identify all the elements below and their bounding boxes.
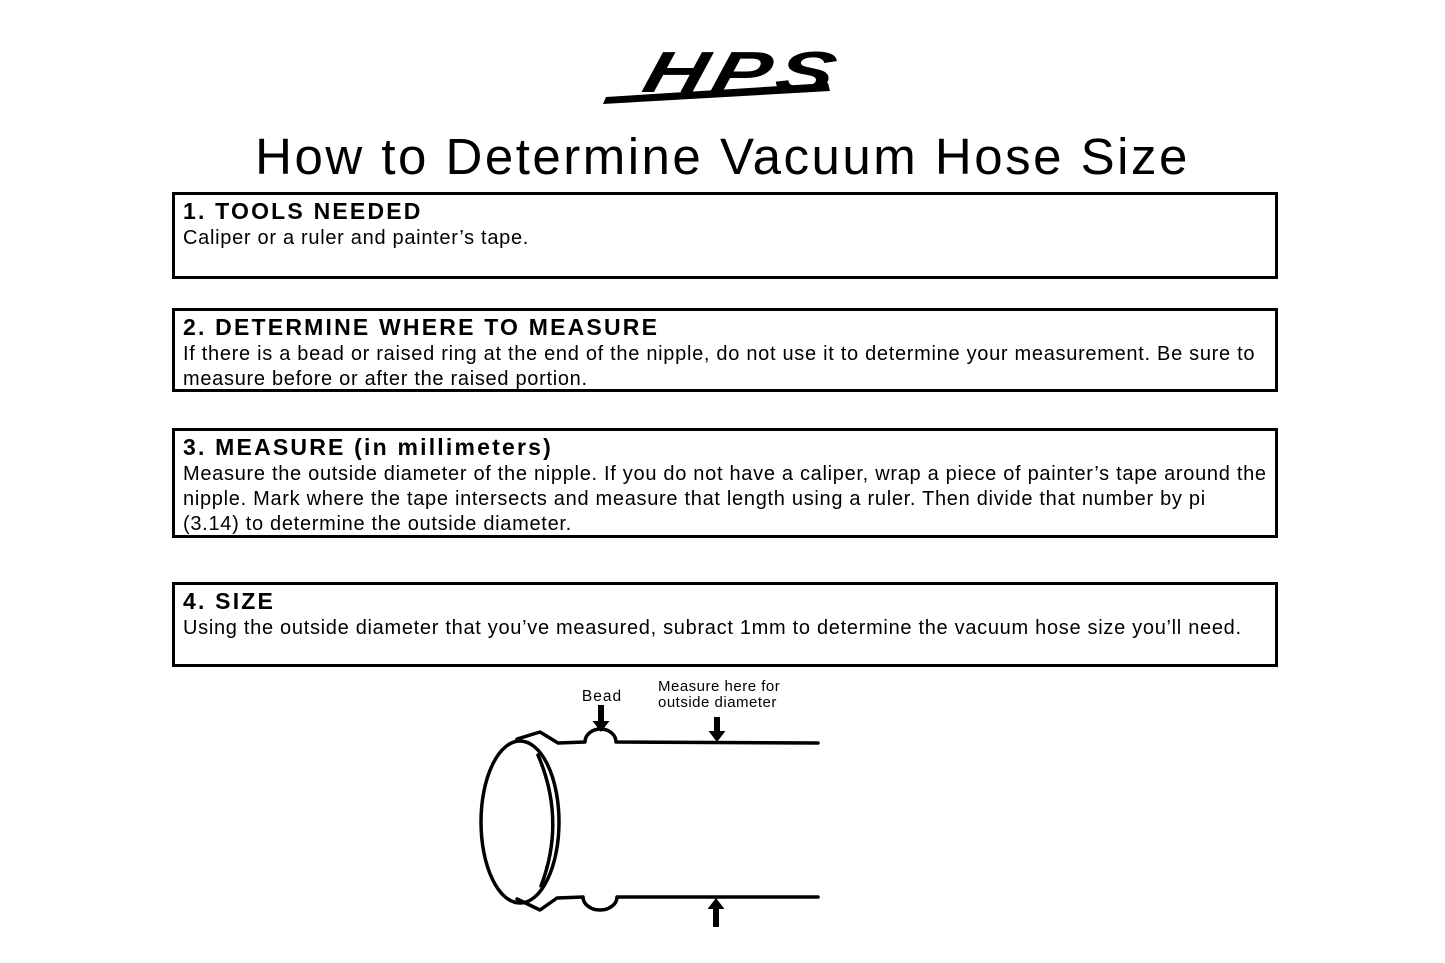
section-body: If there is a bead or raised ring at the end of the nipple, do not use it to determine your measurement. Be sure to measure before or after the raised portion. <box>183 343 1256 390</box>
section-heading: 2. DETERMINE WHERE TO MEASURE <box>183 314 660 340</box>
section-1-tools-needed <box>172 192 1278 279</box>
section-heading: 1. TOOLS NEEDED <box>183 198 423 224</box>
hose-bottom-contour <box>517 897 818 910</box>
hose-nipple-diagram <box>440 673 920 963</box>
section-2-where-to-measure <box>172 308 1278 392</box>
section-body: Measure the outside diameter of the nipple. If you do not have a caliper, wrap a piece of painter’s tape around the nipple. Mark where the tape intersects and measure that length using a ruler. Then divide that number by pi (3.14) to determine the outside diameter. <box>183 463 1267 535</box>
section-heading: 3. MEASURE (in millimeters) <box>183 434 553 460</box>
section-body: Caliper or a ruler and painter’s tape. <box>183 227 530 249</box>
section-heading: 4. SIZE <box>183 588 276 614</box>
hps-logo-graphic <box>603 40 843 106</box>
measure-here-label-line2: outside diameter <box>658 694 777 711</box>
bead-label: Bead <box>581 688 623 705</box>
hps-logo <box>603 40 843 108</box>
hose-end-ellipse <box>481 741 559 903</box>
hose-top-contour <box>517 729 818 743</box>
down-arrow-icon <box>709 717 726 742</box>
hose-diagram-graphic <box>440 673 920 963</box>
measure-here-label-line1: Measure here for <box>658 678 781 695</box>
section-4-size <box>172 582 1278 667</box>
up-arrow-icon <box>708 898 725 927</box>
page-title: How to Determine Vacuum Hose Size <box>255 128 1190 185</box>
section-3-measure <box>172 428 1278 538</box>
hps-logo-text: HPS <box>636 40 784 105</box>
section-body: Using the outside diameter that you’ve measured, subract 1mm to determine the vacuum hose size you’ll need. <box>183 617 1242 639</box>
